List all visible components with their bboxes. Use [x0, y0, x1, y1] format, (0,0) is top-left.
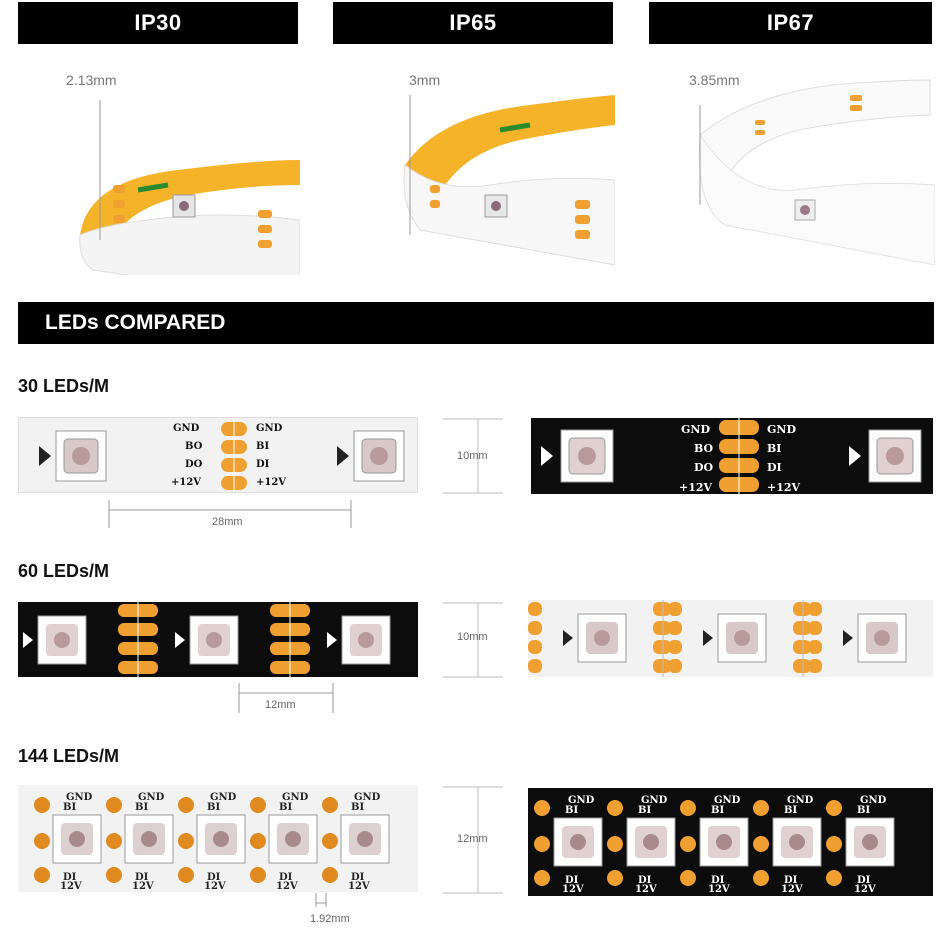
svg-text:BI: BI: [767, 442, 782, 455]
pad-label-12v-right: +12V: [256, 477, 287, 488]
pad-label-bi: BI: [256, 441, 270, 452]
strip-60-black: [18, 602, 418, 677]
header-ip65: [333, 2, 613, 44]
svg-text:GND: GND: [568, 795, 595, 806]
svg-text:DI: DI: [565, 875, 579, 886]
header-ip30: [18, 2, 298, 44]
svg-text:DI: DI: [767, 461, 782, 474]
svg-text:GND: GND: [681, 423, 710, 436]
svg-text:+12V: +12V: [679, 481, 713, 494]
pad-label-gnd-right: GND: [256, 423, 283, 434]
svg-text:BO: BO: [694, 442, 714, 455]
pad-label-bo: BO: [185, 441, 203, 452]
pad-label-gnd-left: GND: [173, 423, 200, 434]
svg-text:+12V: +12V: [767, 481, 801, 494]
header-ip30-label: IP30: [134, 10, 182, 35]
thickness-ip65: 3mm: [409, 72, 441, 88]
svg-text:GND: GND: [66, 792, 93, 803]
section-title-144: 144 LEDs/M: [18, 746, 120, 766]
strip-60-white: [528, 600, 933, 677]
section-title-60: 60 LEDs/M: [18, 561, 110, 581]
header-ip67: [649, 2, 932, 44]
pad-label-do: DO: [185, 459, 203, 470]
svg-text:12V: 12V: [562, 884, 584, 895]
pad-label-di: DI: [256, 459, 270, 470]
pad-label-12v-left: +12V: [171, 477, 202, 488]
width-60-label: 10mm: [457, 631, 488, 643]
pitch-60-label: 12mm: [265, 699, 296, 711]
svg-text:12V: 12V: [60, 881, 82, 892]
header-ip67-label: IP67: [766, 10, 815, 35]
width-30-label: 10mm: [457, 450, 488, 462]
header-leds-compared: [18, 302, 934, 344]
width-144-label: 12mm: [457, 833, 488, 845]
header-leds-compared-label: LEDs COMPARED: [45, 311, 226, 334]
svg-text:BI: BI: [63, 802, 77, 813]
strip-144-white: [18, 785, 418, 892]
thickness-ip67: 3.85mm: [689, 72, 740, 88]
header-ip65-label: IP65: [449, 10, 497, 35]
section-title-30: 30 LEDs/M: [18, 376, 110, 396]
strip-30-white: [18, 417, 418, 493]
strip-144-black: [528, 788, 933, 896]
strip-30-black: [531, 418, 933, 494]
strip-photo-ip67: [695, 75, 935, 275]
thickness-ip30: 2.13mm: [66, 72, 117, 88]
svg-text:DO: DO: [694, 461, 714, 474]
strip-photo-ip30: [18, 60, 300, 275]
pitch-144-label: 1.92mm: [310, 913, 350, 925]
svg-text:BI: BI: [565, 805, 579, 816]
svg-text:GND: GND: [767, 423, 796, 436]
pitch-30-label: 28mm: [212, 516, 243, 528]
strip-photo-ip65: [400, 85, 615, 275]
svg-text:DI: DI: [63, 872, 77, 883]
